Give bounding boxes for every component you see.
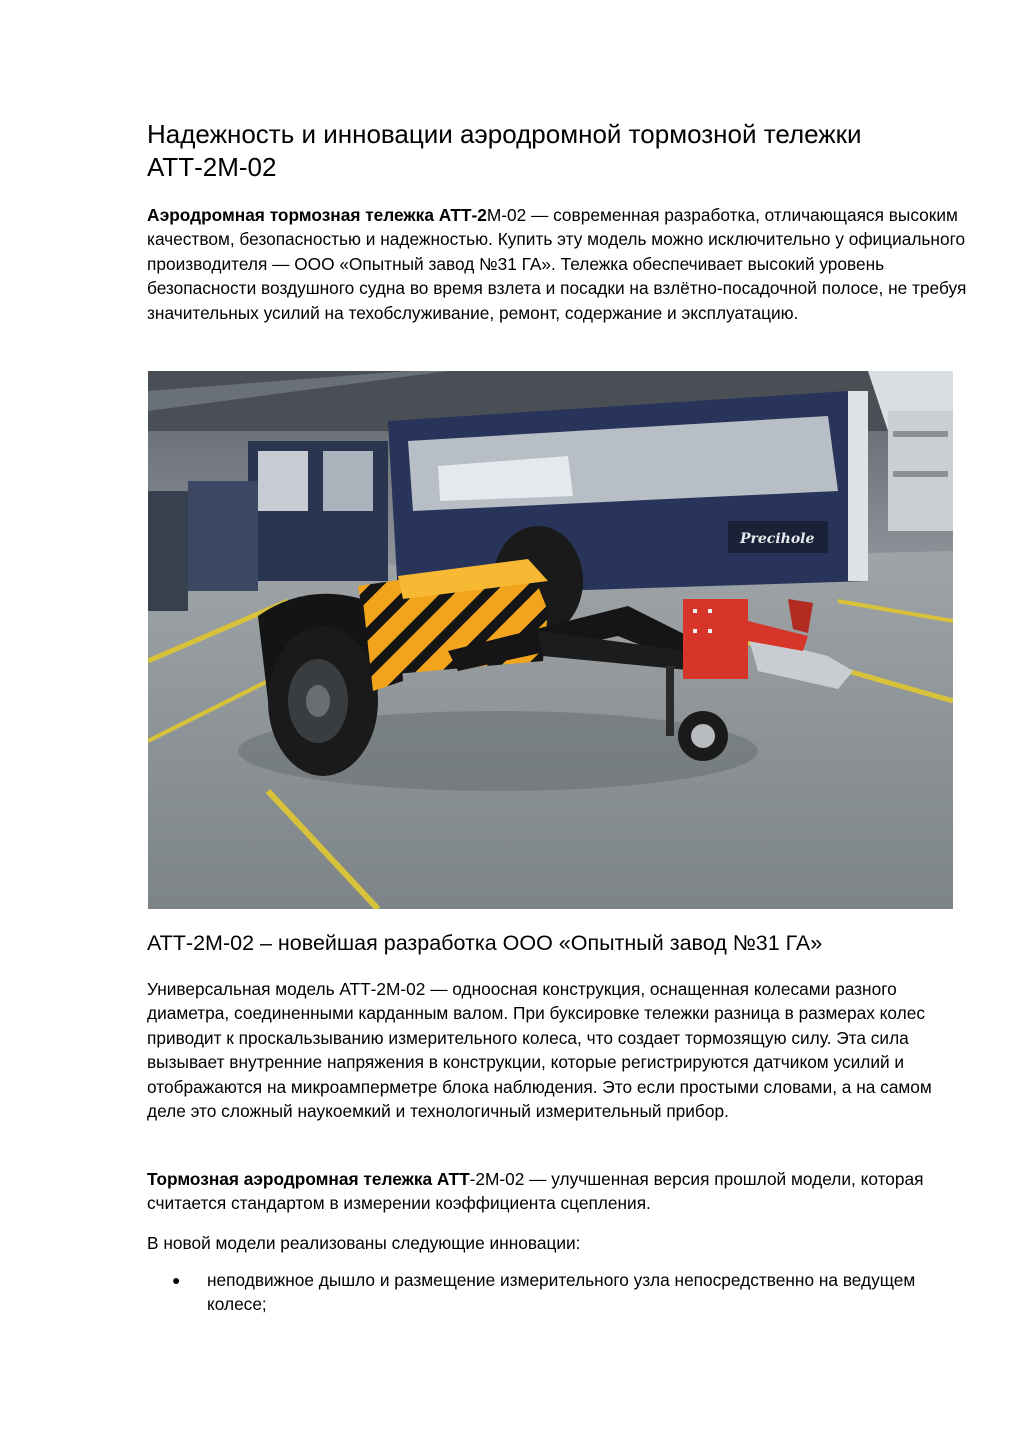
list-item bbox=[147, 1268, 967, 1317]
paragraph-3: В новой модели реализованы следующие инновации: bbox=[147, 1233, 581, 1253]
intro-bold: Аэродромная тормозная тележка АТТ-2 bbox=[147, 205, 487, 225]
paragraph-2 bbox=[147, 1167, 967, 1216]
innovations-list bbox=[147, 1268, 967, 1317]
trailer-photo bbox=[148, 371, 953, 909]
paragraph-2-text: -2М-02 — улучшенная версия прошлой модели, которая считается стандартом в измерении коэффициента сцепления. bbox=[147, 1169, 924, 1214]
section-title: АТТ-2М-02 – новейшая разработка ООО «Опытный завод №31 ГА» bbox=[147, 931, 823, 955]
paragraph-2-bold: Тормозная аэродромная тележка АТТ bbox=[147, 1169, 470, 1189]
list-item-text: неподвижное дышло и размещение измерительного узла непосредственно на ведущем колесе; bbox=[207, 1270, 916, 1315]
intro-paragraph bbox=[147, 203, 967, 325]
page-title: Надежность и инновации аэродромной тормозной тележки АТТ-2М-02 bbox=[147, 119, 862, 182]
paragraph-1: Универсальная модель АТТ-2М-02 — одноосная конструкция, оснащенная колесами разного диаметра, соединенными карданным валом. При буксировке тележки разница в размерах колес приводит к проскальзыванию измерительного колеса, что создает тормозящую силу. Эта сила вызывает внутренние напряжения в конструкции, которые регистрируются датчиком усилий и отображаются на микроамперметре блока наблюдения. Это если простыми словами, а на самом деле это сложный наукоемкий и технологичный измерительный прибор. bbox=[147, 979, 932, 1122]
bullet-icon: ● bbox=[172, 1272, 181, 1288]
intro-text: М-02 — современная разработка, отличающаяся высоким качеством, безопасностью и надежностью. Купить эту модель можно исключительно у официального производителя — ООО «Опытный завод №31 ГА». Тележка обеспечивает высокий уровень безопасности воздушного судна во время взлета и посадки на взлётно-посадочной полосе, не требуя значительных усилий на техобслуживание, ремонт, содержание и эксплуатацию. bbox=[147, 205, 967, 323]
machine-label: Precihole bbox=[740, 531, 815, 547]
